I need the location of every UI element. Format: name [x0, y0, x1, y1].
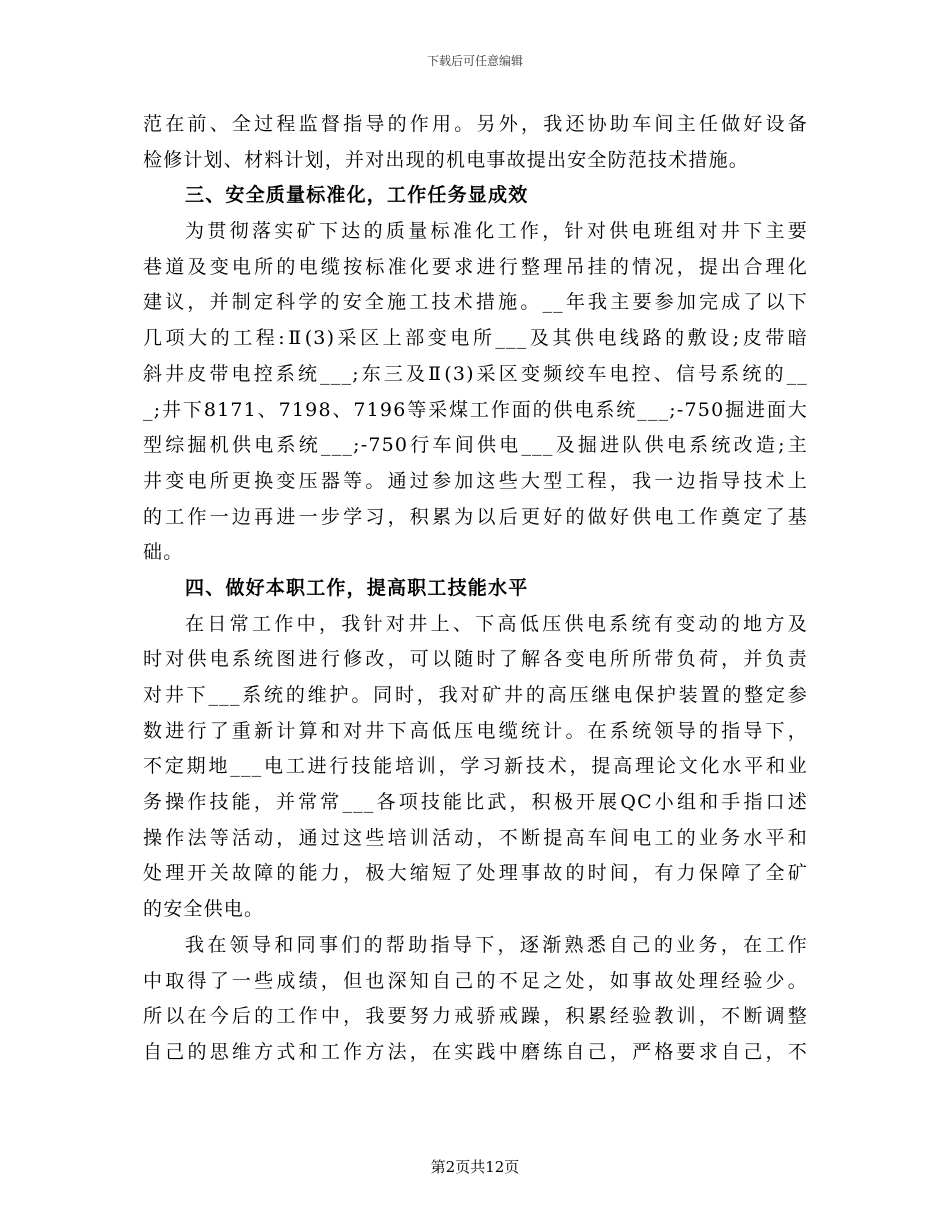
text-line: _;井下8171、7198、7196等采煤工作面的供电系统___;-750掘进面大 — [143, 398, 808, 421]
text-line: 操作法等活动，通过这些培训活动，不断提高车间电工的业务水平和 — [143, 826, 808, 849]
text-line: 处理开关故障的能力，极大缩短了处理事故的时间，有力保障了全矿 — [143, 862, 808, 885]
text-line: 井变电所更换变压器等。通过参加这些大型工程，我一边指导技术上 — [143, 469, 808, 492]
paragraph-start: 为贯彻落实矿下达的质量标准化工作，针对供电班组对井下主要 — [185, 220, 808, 243]
page-header: 下载后可任意编辑 — [426, 54, 523, 68]
page-footer: 第2页共12页 — [430, 1158, 520, 1176]
text-line: 的安全供电。 — [143, 898, 265, 921]
text-line: 斜井皮带电控系统___;东三及Ⅱ(3)采区变频绞车电控、信号系统的__ — [143, 362, 808, 385]
section-heading-3: 三、安全质量标准化，工作任务显成效 — [185, 184, 529, 207]
text-line: 范在前、全过程监督指导的作用。另外，我还协助车间主任做好设备 — [143, 113, 808, 135]
text-line: 巷道及变电所的电缆按标准化要求进行整理吊挂的情况，提出合理化 — [143, 255, 808, 278]
text-line: 时对供电系统图进行修改，可以随时了解各变电所所带负荷，并负责 — [143, 648, 808, 671]
text-line: 对井下___系统的维护。同时，我对矿井的高压继电保护装置的整定参 — [143, 684, 808, 706]
paragraph-start: 我在领导和同事们的帮助指导下，逐渐熟悉自己的业务，在工作 — [185, 933, 808, 956]
text-line: 础。 — [143, 541, 184, 564]
text-line: 检修计划、材料计划，并对出现的机电事故提出安全防范技术措施。 — [143, 148, 750, 171]
text-line: 数进行了重新计算和对井下高低压电缆统计。在系统领导的指导下， — [143, 719, 808, 742]
text-line: 所以在今后的工作中，我要努力戒骄戒躁，积累经验教训，不断调整 — [143, 1005, 808, 1028]
paragraph-start: 在日常工作中，我针对井上、下高低压供电系统有变动的地方及 — [185, 612, 808, 635]
text-line: 不定期地___电工进行技能培训，学习新技术，提高理论文化水平和业 — [143, 755, 808, 778]
text-line: 型综掘机供电系统___;-750行车间供电___及掘进队供电系统改造;主 — [143, 434, 808, 457]
document-body — [143, 107, 808, 1071]
text-line: 自己的思维方式和工作方法，在实践中磨练自己，严格要求自己，不 — [143, 1040, 808, 1063]
text-line: 务操作技能，并常常___各项技能比武，积极开展QC小组和手指口述 — [143, 791, 808, 814]
text-line: 中取得了一些成绩，但也深知自己的不足之处，如事故处理经验少。 — [143, 969, 808, 992]
section-heading-4: 四、做好本职工作，提高职工技能水平 — [185, 576, 529, 599]
text-line: 几项大的工程:Ⅱ(3)采区上部变电所___及其供电线路的敷设;皮带暗 — [143, 327, 808, 350]
text-line: 的工作一边再进一步学习，积累为以后更好的做好供电工作奠定了基 — [143, 505, 808, 528]
text-line: 建议，并制定科学的安全施工技术措施。__年我主要参加完成了以下 — [143, 291, 808, 314]
